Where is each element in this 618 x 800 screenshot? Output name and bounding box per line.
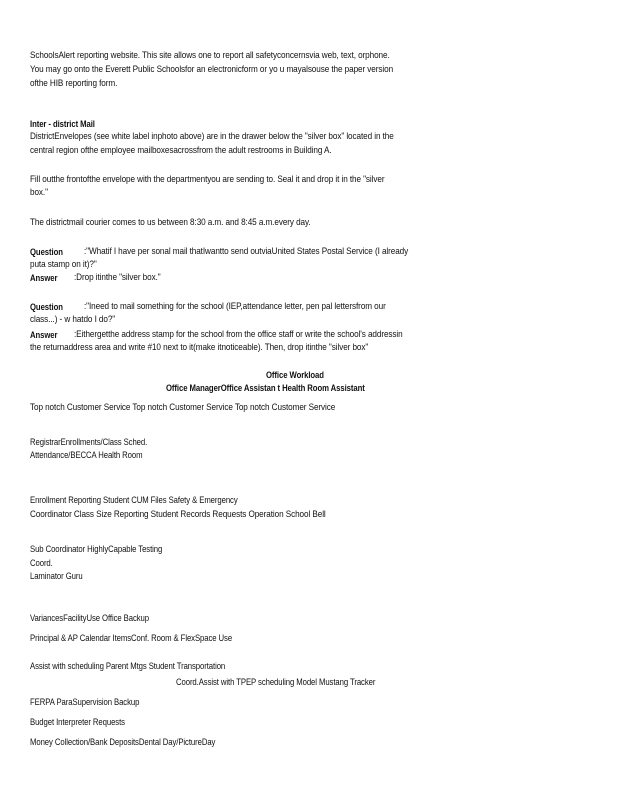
fill-line1: Fill outthe frontofthe envelope with the departmentyou are sending to. Seal it and drop it in the "silver [30, 174, 385, 185]
qa2-answer-line2: the returnaddress area and write #10 next to it(make itnoticeable). Then, drop itinthe "silver box" [30, 342, 369, 353]
fill-line2: box." [30, 187, 48, 198]
interdistrict-line1: DistrictEnvelopes (see white label inphoto above) are in the drawer below the "silver box" located in the [30, 131, 394, 142]
workload-title: Office Workload [266, 370, 324, 380]
workload-row: Coord.Assist with TPEP scheduling Model Mustang Tracker [176, 677, 376, 687]
qa2-answer-label: Answer [30, 330, 58, 340]
workload-roles: Office ManagerOffice Assistan t Health Room Assistant [166, 383, 365, 393]
qa2-question-line2: class...) - w hatdo I do?" [30, 314, 116, 325]
workload-row: Principal & AP Calendar ItemsConf. Room & FlexSpace Use [30, 633, 233, 643]
para1-line2: You may go onto the Everett Public Schoolsfor an electronicform or yo u mayalsouse the paper version [30, 64, 394, 75]
qa2-question-label: Question [30, 302, 63, 312]
workload-row: Laminator Guru [30, 571, 83, 581]
interdistrict-heading: Inter - district Mail [30, 119, 95, 129]
workload-row: Enrollment Reporting Student CUM Files Safety & Emergency [30, 495, 238, 505]
workload-row: Budget Interpreter Requests [30, 717, 125, 727]
qa1-answer-label: Answer [30, 273, 58, 283]
workload-row: Attendance/BECCA Health Room [30, 450, 143, 460]
interdistrict-line2: central region ofthe employee mailboxesacrossfrom the adult restrooms in Building A. [30, 145, 332, 156]
para1-line3: ofthe HIB reporting form. [30, 78, 118, 89]
workload-row: FERPA ParaSupervision Backup [30, 697, 140, 707]
qa1-answer-text: :Drop itinthe "silver box." [74, 272, 161, 283]
para1-line1: SchoolsAlert reporting website. This site allows one to report all safetyconcernsvia web, text, orphone. [30, 50, 390, 61]
workload-row: VariancesFacilityUse Office Backup [30, 613, 149, 623]
workload-row: Coord. [30, 558, 53, 568]
qa1-question-label: Question [30, 247, 63, 257]
workload-row: Top notch Customer Service Top notch Customer Service Top notch Customer Service [30, 402, 336, 413]
workload-row: RegistrarEnrollments/Class Sched. [30, 437, 148, 447]
courier-line: The districtmail courier comes to us between 8:30 a.m. and 8:45 a.m.every day. [30, 217, 311, 228]
workload-row: Sub Coordinator HighlyCapable Testing [30, 544, 163, 554]
qa2-question-line1: :"Ineed to mail something for the school (IEP,attendance letter, pen pal lettersfrom our [84, 301, 386, 312]
qa1-question-line2: puta stamp on it)?" [30, 259, 97, 270]
workload-row: Coordinator Class Size Reporting Student Records Requests Operation School Bell [30, 509, 326, 520]
workload-row: Assist with scheduling Parent Mtgs Student Transportation [30, 661, 226, 671]
qa1-question-line1: :"Whatif I have per sonal mail thatIwantto send outviaUnited States Postal Service (I already [84, 246, 409, 257]
workload-row: Money Collection/Bank DepositsDental Day/PictureDay [30, 737, 216, 747]
qa2-answer-line1: :Eithergetthe address stamp for the school from the office staff or write the school's addressin [74, 329, 403, 340]
